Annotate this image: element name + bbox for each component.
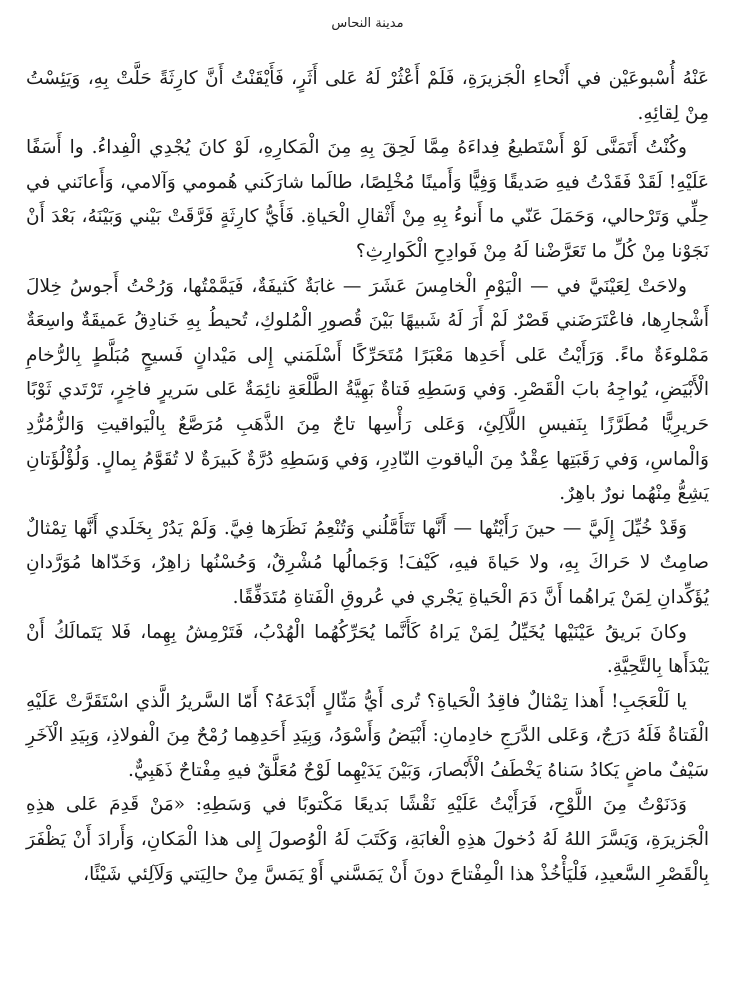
paragraph-6: يا لَلْعَجَبِ! أَهذا تِمْثالٌ فاقِدُ الْحَياةِ؟ تُرى أَيُّ مَثّالٍ أَبْدَعَهُ؟ أَمّا السَّريرُ الَّذي اسْتَقَرَّتْ عَلَيْهِ الْفَتاةُ فَلَهُ دَرَجٌ، وَعَلى الدَّرَجِ خادِمانِ: أَبْيَضُ وَأَسْوَدُ، وَبِيَدِ أَحَدِهِما رُمْحٌ مِنَ الْفولاذِ، وَبِيَدِ الْآخَرِ سَيْفٌ ماضٍ يَكادُ سَناهُ يَخْطَفُ الْأَبْصارَ، وَبَيْنَ يَدَيْهِما لَوْحٌ مُعَلَّقٌ فيهِ مِفْتاحٌ ذَهَبِيٌّ. <box>26 690 709 781</box>
paragraph-7: وَدَنَوْتُ مِنَ اللَّوْحِ، فَرَأَيْتُ عَلَيْهِ نَقْشًا بَديعًا مَكْتوبًا في وَسَطِهِ: «مَنْ قَدِمَ عَلى هذِهِ الْجَزيرَةِ، وَيَسَّرَ اللهُ لَهُ دُخولَ هذِهِ الْغابَةِ، وَكَتَبَ لَهُ الْوُصولَ إِلى هذا الْمَكانِ، وَأَرادَ أَنْ يَظْفَرَ بِالْقَصْرِ السَّعيدِ، فَلْيَأْخُذْ هذا الْمِفْتاحَ دونَ أَنْ يَمَسَّني أَوْ يَمَسَّ مِنْ حالِيَتي وَلَآلِئي شَيْئًا، <box>26 794 709 885</box>
paragraph-3: ولاحَتْ لِعَيْنَيَّ في — الْيَوْمِ الْخامِسَ عَشَرَ — غابَةٌ كَثيفَةٌ، فَيَمَّمْتُها، وَرُحْتُ أَجوسُ خِلالَ أَشْجارِها، فاعْتَرَضَني قَصْرٌ لَمْ أَرَ لَهُ شَبيهًا بَيْنَ قُصورِ الْمُلوكِ، تُحيطُ بِهِ خَنادِقُ عَميقَةٌ واسِعَةٌ مَمْلوءَةٌ ماءً. وَرَأَيْتُ عَلى أَحَدِها مَعْبَرًا مُتَحَرِّكًا أَسْلَمَني إِلى مَيْدانٍ فَسيحٍ مُبَلَّطٍ بِالرُّخامِ الْأَبْيَضِ، يُواجِهُ بابَ الْقَصْرِ. وَفي وَسَطِهِ فَتاةٌ بَهِيَّةُ الطَّلْعَةِ نائِمَةٌ عَلى سَريرٍ فاخِرٍ، تَرْتَدي ثَوْبًا حَريرِيًّا مُطَرَّزًا بِنَفيسِ اللَّآلِئِ، وَعَلى رَأْسِها تاجٌ مِنَ الذَّهَبِ مُرَصَّعٌ بِالْيَواقيتِ وَالزُّمُرُّدِ وَالْماسِ، وَفي رَقَبَتِها عِقْدٌ مِنَ الْياقوتِ النّادِرِ، وَفي وَسَطِهِ دُرَّةٌ كَبيرَةٌ لا تُقَوَّمُ بِمالٍ. وَلُؤْلُؤَتانِ يَشِعُّ مِنْهُما نورٌ باهِرٌ. <box>26 275 709 505</box>
paragraph-1: عَنْهُ أُسْبوعَيْن في أَنْحاءِ الْجَزيرَةِ، فَلَمْ أَعْثُرْ لَهُ عَلى أَثَرٍ، فَأَيْقَنْتُ أَنَّ كارِثَةً حَلَّتْ بِهِ، وَيَئِسْتُ مِنْ لِقائِهِ. <box>26 68 709 124</box>
paragraph-4: وَقَدْ خُيِّلَ إِلَيَّ — حينَ رَأَيْتُها — أَنَّها تَتَأَمَّلُني وَتُنْعِمُ نَظَرَها فِيَّ. وَلَمْ يَدُرْ بِخَلَدي أَنَّها تِمْثالٌ صامِتٌ لا حَراكَ بِهِ، ولا حَياةَ فيهِ، كَيْفَ! وَجَمالُها مُشْرِقٌ، وَحُسْنُها زاهِرٌ، وَخَدّاها مُوَرَّدانِ يُؤَكِّدانِ لِمَنْ يَراهُما أَنَّ دَمَ الْحَياةِ يَجْري في عُروقِ الْفَتاةِ مُتَدَفِّقًا. <box>26 517 709 608</box>
paragraph-2: وكُنْتُ أَتَمَنَّى لَوْ أَسْتَطيعُ فِداءَهُ مِمَّا لَحِقَ بِهِ مِنَ الْمَكارِهِ، لَوْ كانَ يُجْدِي الْفِداءُ. وا أَسَفًا عَلَيْهِ! لَقَدْ فَقَدْتُ فيهِ صَديقًا وَفِيًّا وَأَمينًا مُخْلِصًا، طالَما شارَكَني هُمومي وَآلامي، وَأَعانَني في حِلِّي وَتَرْحالي، وَحَمَلَ عَنّي ما أَنوءُ بِهِ مِنْ أَثْقالِ الْحَياةِ. فَأَيُّ كارِثَةٍ فَرَّقَتْ بَيْني وَبَيْنَهُ، بَعْدَ أَنْ نَجَوْنا مِنْ كُلِّ ما تَعَرَّضْنا لَهُ مِنْ فَوادِحِ الْكَوارِثِ؟ <box>26 137 709 262</box>
body-text <box>26 62 709 892</box>
running-header: مدينة النحاس <box>331 16 404 31</box>
paragraph-5: وكانَ بَريقُ عَيْنَيْها يُخَيِّلُ لِمَنْ يَراهُ كَأَنَّما يُحَرِّكُهُما الْهُدْبُ، فَتَرْمِشُ بِهِما، فَلا يَتَمالَكُ أَنْ يَبْدَأَها بِالتَّحِيَّةِ. <box>26 621 709 678</box>
